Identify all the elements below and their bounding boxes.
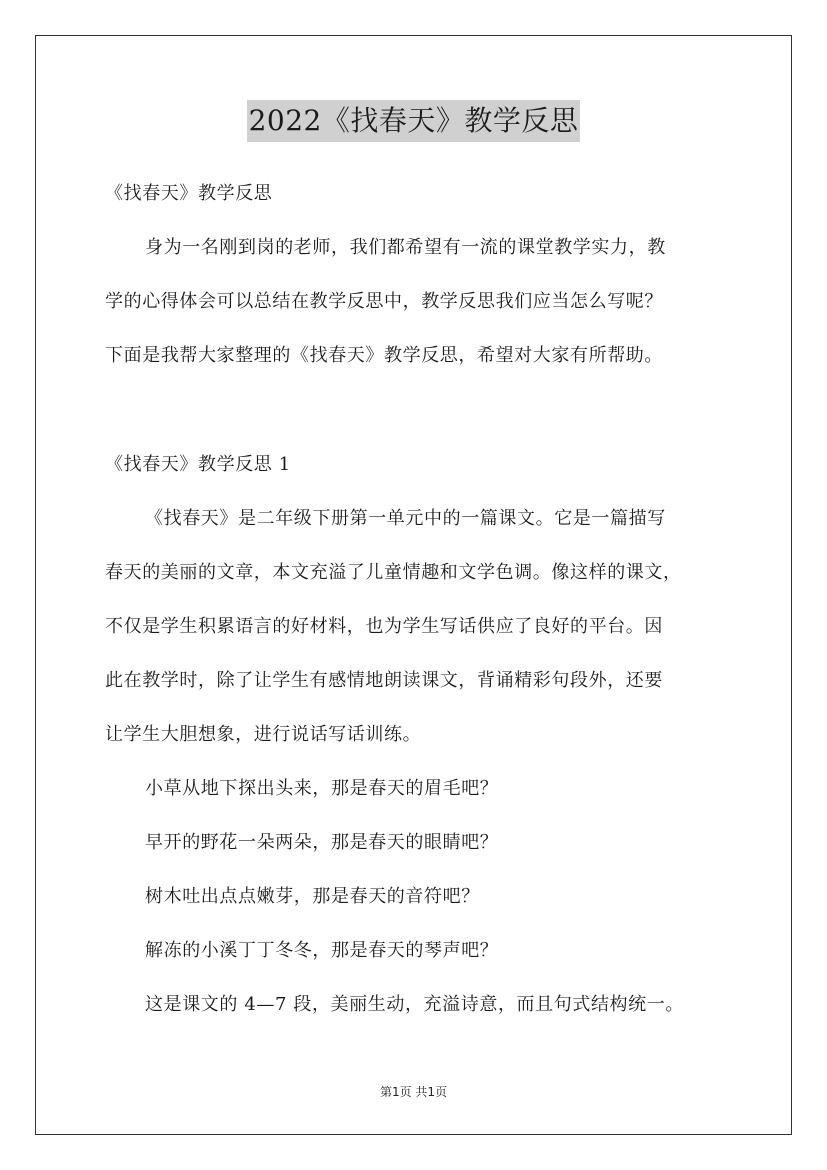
closing-line: 这是课文的 4—7 段，美丽生动，充溢诗意，而且句式结构统一。: [145, 994, 684, 1015]
intro-line: 下面是我帮大家整理的《找春天》教学反思，希望对大家有所帮助。: [105, 345, 663, 366]
body-line: 此在教学时，除了让学生有感情地朗读课文，背诵精彩句段外，还要: [105, 670, 663, 691]
title-container: [0, 100, 827, 142]
intro-line: 身为一名刚到岗的老师，我们都希望有一流的课堂教学实力，教: [145, 237, 666, 258]
body-line: 春天的美丽的文章，本文充溢了儿童情趣和文学色调。像这样的课文，: [105, 562, 682, 583]
poem-line: 解冻的小溪丁丁冬冬，那是春天的琴声吧？: [145, 940, 499, 961]
body-line: 不仅是学生积累语言的好材料，也为学生写话供应了良好的平台。因: [105, 616, 663, 637]
poem-line: 小草从地下探出头来，那是春天的眉毛吧？: [145, 778, 499, 799]
page-footer: 第1页 共1页: [379, 1085, 448, 1099]
section-heading: 《找春天》教学反思 1: [105, 454, 291, 475]
poem-line: 树木吐出点点嫩芽，那是春天的音符吧？: [145, 886, 480, 907]
intro-line: 学的心得体会可以总结在教学反思中，教学反思我们应当怎么写呢？: [105, 291, 663, 312]
body-line: 让学生大胆想象，进行说话写话训练。: [105, 724, 422, 745]
poem-line: 早开的野花一朵两朵，那是春天的眼睛吧？: [145, 832, 499, 853]
subtitle: 《找春天》教学反思: [105, 183, 273, 204]
body-line: 《找春天》是二年级下册第一单元中的一篇课文。它是一篇描写: [145, 508, 666, 529]
document-title: 2022《找春天》教学反思: [247, 100, 581, 142]
